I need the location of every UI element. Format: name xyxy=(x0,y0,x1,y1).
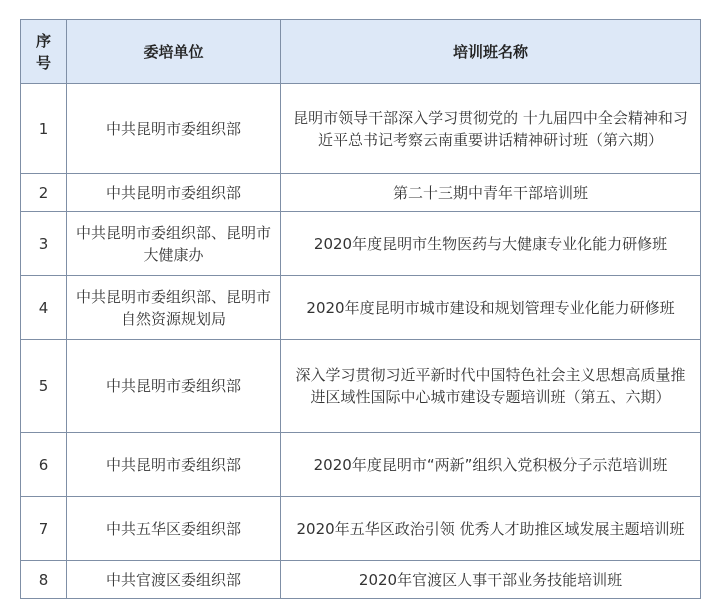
header-class-name: 培训班名称 xyxy=(281,20,701,84)
table-row xyxy=(21,433,701,497)
class-name-cell: 2020年度昆明市“两新”组织入党积极分子示范培训班 xyxy=(281,433,701,497)
serial-number-cell: 8 xyxy=(21,561,67,599)
serial-number-cell: 5 xyxy=(21,340,67,433)
header-serial-number: 序号 xyxy=(21,20,67,84)
header-commissioning-unit: 委培单位 xyxy=(67,20,281,84)
class-name-cell: 2020年度昆明市城市建设和规划管理专业化能力研修班 xyxy=(281,276,701,340)
serial-number-cell: 2 xyxy=(21,174,67,212)
training-class-table xyxy=(20,19,701,599)
unit-cell: 中共昆明市委组织部 xyxy=(67,340,281,433)
class-name-cell: 2020年五华区政治引领 优秀人才助推区域发展主题培训班 xyxy=(281,497,701,561)
serial-number-cell: 7 xyxy=(21,497,67,561)
class-name-cell: 深入学习贯彻习近平新时代中国特色社会主义思想高质量推进区域性国际中心城市建设专题培训班（第五、六期） xyxy=(281,340,701,433)
unit-cell: 中共昆明市委组织部 xyxy=(67,84,281,174)
table-row xyxy=(21,276,701,340)
table-row xyxy=(21,340,701,433)
unit-cell: 中共昆明市委组织部、昆明市自然资源规划局 xyxy=(67,276,281,340)
class-name-cell: 昆明市领导干部深入学习贯彻党的 十九届四中全会精神和习近平总书记考察云南重要讲话精神研讨班（第六期） xyxy=(281,84,701,174)
table-row xyxy=(21,212,701,276)
serial-number-cell: 3 xyxy=(21,212,67,276)
table-row xyxy=(21,497,701,561)
class-name-cell: 第二十三期中青年干部培训班 xyxy=(281,174,701,212)
unit-cell: 中共五华区委组织部 xyxy=(67,497,281,561)
serial-number-cell: 6 xyxy=(21,433,67,497)
table-row xyxy=(21,174,701,212)
table-header-row xyxy=(21,20,701,84)
table-row xyxy=(21,561,701,599)
unit-cell: 中共官渡区委组织部 xyxy=(67,561,281,599)
unit-cell: 中共昆明市委组织部、昆明市大健康办 xyxy=(67,212,281,276)
unit-cell: 中共昆明市委组织部 xyxy=(67,174,281,212)
table-row xyxy=(21,84,701,174)
serial-number-cell: 4 xyxy=(21,276,67,340)
class-name-cell: 2020年官渡区人事干部业务技能培训班 xyxy=(281,561,701,599)
unit-cell: 中共昆明市委组织部 xyxy=(67,433,281,497)
serial-number-cell: 1 xyxy=(21,84,67,174)
class-name-cell: 2020年度昆明市生物医药与大健康专业化能力研修班 xyxy=(281,212,701,276)
